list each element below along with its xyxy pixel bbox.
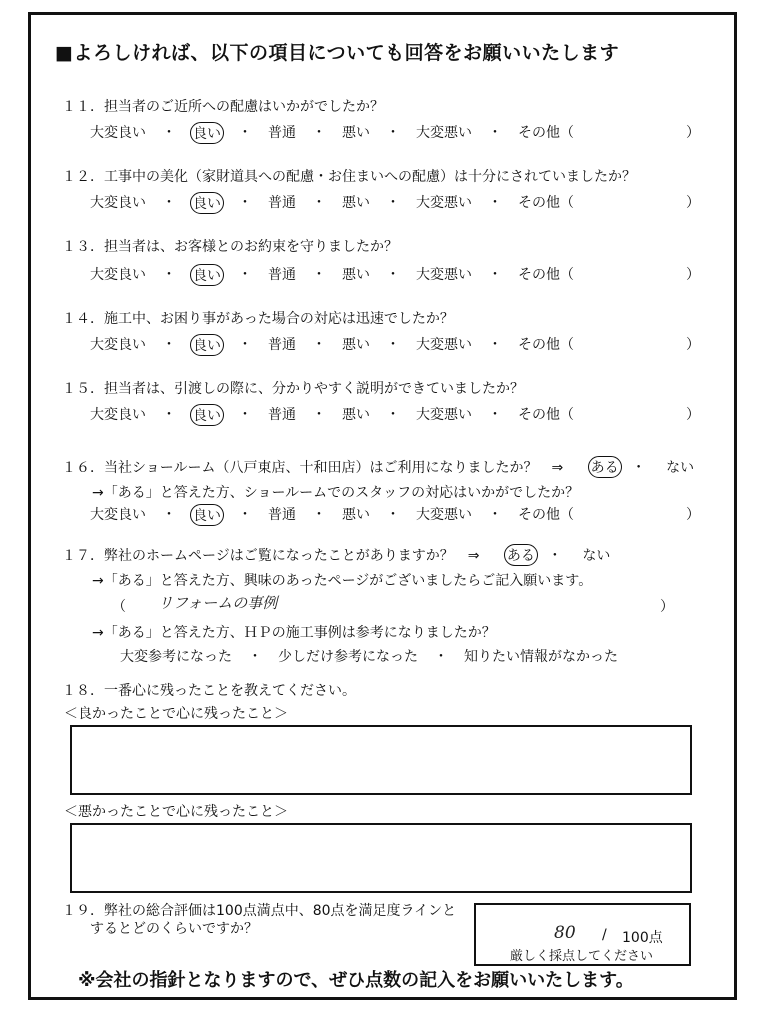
question-17-followup-1: →「ある」と答えた方、興味のあったページがございましたらご記入願います。 xyxy=(92,573,593,589)
option-normal[interactable]: 普通 xyxy=(268,507,296,523)
option-very-bad[interactable]: 大変悪い xyxy=(416,407,472,423)
question-16 xyxy=(62,456,706,478)
option-very-bad[interactable]: 大変悪い xyxy=(416,507,472,523)
option-bad[interactable]: 悪い xyxy=(342,125,370,141)
paren-open: （ xyxy=(112,599,126,615)
handwritten-answer[interactable]: リフォームの事例 xyxy=(158,594,278,612)
footer-note: ※会社の指針となりますので、ぜひ点数の記入をお願いいたします。 xyxy=(78,970,634,991)
option-very-helpful[interactable]: 大変参考になった xyxy=(120,649,232,665)
option-very-bad[interactable]: 大変悪い xyxy=(416,195,472,211)
question-16-text: １６．当社ショールーム（八戸東店、十和田店）はご利用になりましたか？ ⇒ xyxy=(62,460,564,476)
options-q11: 大変良い ・ 良い ・ 普通 ・ 悪い ・ 大変悪い ・ その他（ ） xyxy=(88,122,700,144)
option-very-good[interactable]: 大変良い xyxy=(90,125,146,141)
option-very-bad[interactable]: 大変悪い xyxy=(416,267,472,283)
option-bad[interactable]: 悪い xyxy=(342,267,370,283)
score-max: 100点 xyxy=(622,930,663,946)
option-bad[interactable]: 悪い xyxy=(342,507,370,523)
option-very-good[interactable]: 大変良い xyxy=(90,267,146,283)
question-11: １１．担当者のご近所への配慮はいかがでしたか？ xyxy=(62,99,384,115)
good-memory-label: ＜良かったことで心に残ったこと＞ xyxy=(64,706,288,722)
options-q16: 大変良い ・ 良い ・ 普通 ・ 悪い ・ 大変悪い ・ その他（ ） xyxy=(88,504,700,526)
paren-close: ） xyxy=(660,599,674,615)
options-q17-hp: 大変参考になった ・ 少しだけ参考になった ・ 知りたい情報がなかった xyxy=(118,646,634,666)
form-title: ■よろしければ、以下の項目についても回答をお願いいたします xyxy=(55,42,620,64)
option-yes-selected[interactable]: ある xyxy=(504,544,538,566)
question-19-line-2: するとどのくらいですか？ xyxy=(62,921,258,937)
option-good-selected[interactable]: 良い xyxy=(190,504,224,526)
options-q13: 大変良い ・ 良い ・ 普通 ・ 悪い ・ 大変悪い ・ その他（ ） xyxy=(88,264,700,286)
option-slightly-helpful[interactable]: 少しだけ参考になった xyxy=(278,649,418,665)
question-17-text: １７．弊社のホームページはご覧になったことがありますか？ ⇒ xyxy=(62,548,480,564)
option-other[interactable]: その他（ xyxy=(518,507,574,523)
options-q14: 大変良い ・ 良い ・ 普通 ・ 悪い ・ 大変悪い ・ その他（ ） xyxy=(88,334,700,356)
question-18: １８．一番心に残ったことを教えてください。 xyxy=(62,683,356,699)
options-q15: 大変良い ・ 良い ・ 普通 ・ 悪い ・ 大変悪い ・ その他（ ） xyxy=(88,404,700,426)
option-good-selected[interactable]: 良い xyxy=(190,192,224,214)
option-no[interactable]: ない xyxy=(666,460,695,476)
option-bad[interactable]: 悪い xyxy=(342,407,370,423)
question-17-followup-2: →「ある」と答えた方、ＨＰの施工事例は参考になりましたか？ xyxy=(92,625,496,641)
question-16-followup: →「ある」と答えた方、ショールームでのスタッフの対応はいかがでしたか？ xyxy=(92,485,580,501)
score-value[interactable]: 80 xyxy=(554,923,576,943)
option-very-good[interactable]: 大変良い xyxy=(90,195,146,211)
question-13: １３．担当者は、お客様とのお約束を守りましたか？ xyxy=(62,239,398,255)
option-normal[interactable]: 普通 xyxy=(268,407,296,423)
good-memory-box[interactable] xyxy=(70,725,692,795)
yes-no-q17: ある ・ ない xyxy=(504,544,622,566)
option-very-good[interactable]: 大変良い xyxy=(90,507,146,523)
option-good-selected[interactable]: 良い xyxy=(190,264,224,286)
options-q12: 大変良い ・ 良い ・ 普通 ・ 悪い ・ 大変悪い ・ その他（ ） xyxy=(88,192,700,214)
option-normal[interactable]: 普通 xyxy=(268,337,296,353)
option-very-bad[interactable]: 大変悪い xyxy=(416,125,472,141)
option-other[interactable]: その他（ xyxy=(518,407,574,423)
question-12: １２．工事中の美化（家財道具への配慮・お住まいへの配慮）は十分にされていましたか？ xyxy=(62,169,636,185)
option-very-good[interactable]: 大変良い xyxy=(90,407,146,423)
option-bad[interactable]: 悪い xyxy=(342,337,370,353)
option-good-selected[interactable]: 良い xyxy=(190,404,224,426)
question-14: １４．施工中、お困り事があった場合の対応は迅速でしたか？ xyxy=(62,311,454,327)
option-very-good[interactable]: 大変良い xyxy=(90,337,146,353)
option-other[interactable]: その他（ xyxy=(518,195,574,211)
question-19-line-1: １９．弊社の総合評価は100点満点中、80点を満足度ラインと xyxy=(62,903,457,919)
question-15: １５．担当者は、引渡しの際に、分かりやすく説明ができていましたか？ xyxy=(62,381,524,397)
bad-memory-label: ＜悪かったことで心に残ったこと＞ xyxy=(64,804,288,820)
option-good-selected[interactable]: 良い xyxy=(190,334,224,356)
option-very-bad[interactable]: 大変悪い xyxy=(416,337,472,353)
yes-no-q16: ある ・ ない xyxy=(588,456,706,478)
bad-memory-box[interactable] xyxy=(70,823,692,893)
option-no-info[interactable]: 知りたい情報がなかった xyxy=(464,649,618,665)
option-good-selected[interactable]: 良い xyxy=(190,122,224,144)
option-bad[interactable]: 悪い xyxy=(342,195,370,211)
score-box xyxy=(474,903,691,966)
option-other[interactable]: その他（ xyxy=(518,337,574,353)
option-no[interactable]: ない xyxy=(582,548,611,564)
option-normal[interactable]: 普通 xyxy=(268,195,296,211)
option-normal[interactable]: 普通 xyxy=(268,125,296,141)
option-other[interactable]: その他（ xyxy=(518,267,574,283)
option-normal[interactable]: 普通 xyxy=(268,267,296,283)
question-17 xyxy=(62,544,622,566)
option-other[interactable]: その他（ xyxy=(518,125,574,141)
option-yes-selected[interactable]: ある xyxy=(588,456,622,478)
score-note: 厳しく採点してください xyxy=(510,949,654,964)
score-slash: / xyxy=(602,927,607,943)
